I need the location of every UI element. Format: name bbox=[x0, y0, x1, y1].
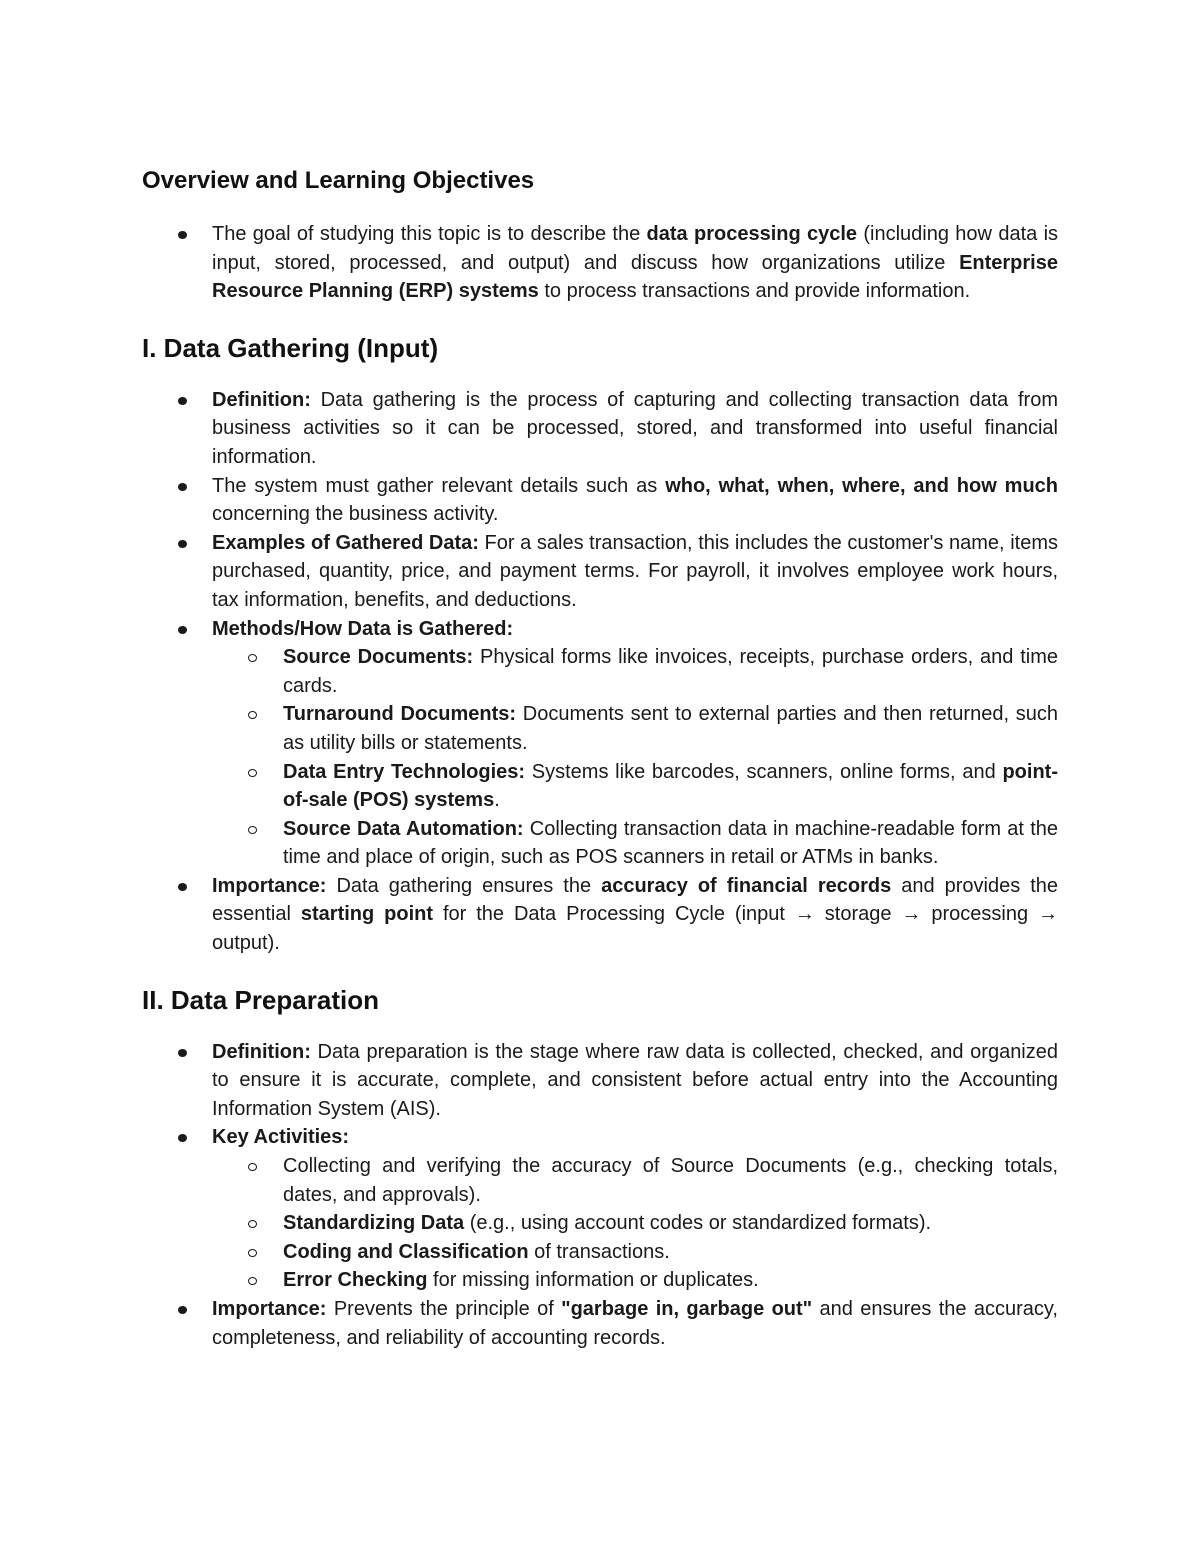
hollow-bullet-icon bbox=[248, 826, 257, 834]
hollow-bullet-icon bbox=[248, 769, 257, 777]
list-item: The goal of studying this topic is to describe the data processing cycle (including how data is input, stored, processed, and output) and discuss how organizations utilize Enterprise Resource Planning (ERP) systems to process transactions and provide information. bbox=[142, 220, 1058, 306]
bullet-icon bbox=[178, 540, 187, 548]
hollow-bullet-icon bbox=[248, 711, 257, 719]
bullet-icon bbox=[178, 231, 187, 239]
list-item-activities: Key Activities: Collecting and verifying the accuracy of Source Documents (e.g., checking totals, dates, and approvals). Standardizing Data (e.g., using account codes or standardized formats). Coding and Classification of transactions. Error Checking for missing information or duplicates. bbox=[142, 1123, 1058, 1295]
bullet-icon bbox=[178, 483, 187, 491]
list-item-details: The system must gather relevant details such as who, what, when, where, and how much concerning the business activity. bbox=[142, 472, 1058, 529]
section-1-heading: I. Data Gathering (Input) bbox=[142, 332, 439, 363]
list-item-definition: Definition: Data gathering is the process of capturing and collecting transaction data from business activities so it can be processed, stored, and transformed into useful financial information. bbox=[142, 386, 1058, 472]
bullet-icon bbox=[178, 1049, 187, 1057]
sublist-item: Error Checking for missing information or duplicates. bbox=[212, 1266, 1058, 1295]
hollow-bullet-icon bbox=[248, 654, 257, 662]
list-item-definition: Definition: Data preparation is the stage where raw data is collected, checked, and organized to ensure it is accurate, complete, and consistent before actual entry into the Accounting Information System (AIS). bbox=[142, 1038, 1058, 1124]
list-item-importance: Importance: Data gathering ensures the accuracy of financial records and provides the essential starting point for the Data Processing Cycle (input → storage → processing → output). bbox=[142, 872, 1058, 958]
sublist-item: Collecting and verifying the accuracy of Source Documents (e.g., checking totals, dates, and approvals). bbox=[212, 1152, 1058, 1209]
bullet-icon bbox=[178, 883, 187, 891]
bullet-icon bbox=[178, 1306, 187, 1314]
hollow-bullet-icon bbox=[248, 1277, 257, 1285]
list-item-importance: Importance: Prevents the principle of "garbage in, garbage out" and ensures the accuracy, completeness, and reliability of accounting records. bbox=[142, 1295, 1058, 1352]
sublist-item: Source Documents: Physical forms like invoices, receipts, purchase orders, and time cards. bbox=[212, 643, 1058, 700]
section-2-heading: II. Data Preparation bbox=[142, 984, 379, 1015]
methods-sublist bbox=[212, 643, 1058, 872]
hollow-bullet-icon bbox=[248, 1163, 257, 1171]
bullet-icon bbox=[178, 1134, 187, 1142]
sublist-item: Data Entry Technologies: Systems like barcodes, scanners, online forms, and point-of-sale (POS) systems. bbox=[212, 758, 1058, 815]
sublist-item: Turnaround Documents: Documents sent to external parties and then returned, such as utility bills or statements. bbox=[212, 700, 1058, 757]
activities-sublist bbox=[212, 1152, 1058, 1295]
section-1-list bbox=[142, 386, 1058, 958]
overview-list bbox=[142, 220, 1058, 306]
sublist-item: Standardizing Data (e.g., using account codes or standardized formats). bbox=[212, 1209, 1058, 1238]
sublist-item: Source Data Automation: Collecting transaction data in machine-readable form at the time and place of origin, such as POS scanners in retail or ATMs in banks. bbox=[212, 815, 1058, 872]
bullet-icon bbox=[178, 397, 187, 405]
sublist-item: Coding and Classification of transactions. bbox=[212, 1238, 1058, 1267]
bullet-icon bbox=[178, 626, 187, 634]
hollow-bullet-icon bbox=[248, 1220, 257, 1228]
section-2-list bbox=[142, 1038, 1058, 1353]
hollow-bullet-icon bbox=[248, 1249, 257, 1257]
list-item-methods: Methods/How Data is Gathered: Source Documents: Physical forms like invoices, receipts, purchase orders, and time cards. Turnaround Documents: Documents sent to external parties and then returned, such as utility bills or statements. Data Entry Technologies: Systems like barcodes, scanners, online forms, and point-of-sale (POS) systems. Source Data Automation: Collecting transaction data in machine-readable form at the time and place of origin, such as POS scanners in retail or ATMs in banks. bbox=[142, 615, 1058, 872]
overview-heading: Overview and Learning Objectives bbox=[142, 167, 535, 194]
list-item-examples: Examples of Gathered Data: For a sales transaction, this includes the customer's name, items purchased, quantity, price, and payment terms. For payroll, it involves employee work hours, tax information, benefits, and deductions. bbox=[142, 529, 1058, 615]
